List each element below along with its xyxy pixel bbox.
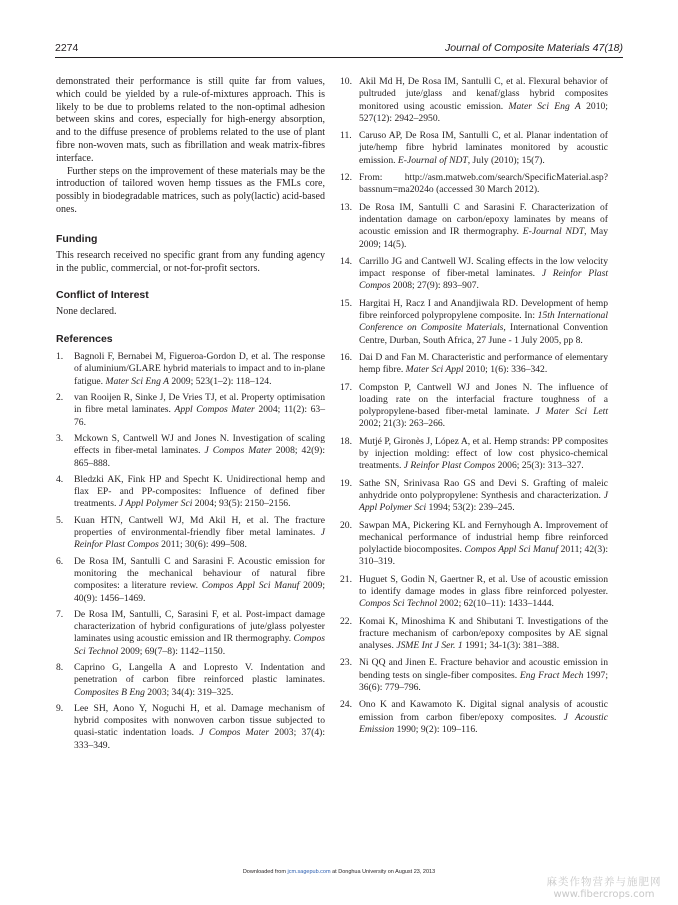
- watermark: [542, 874, 666, 900]
- reference-item: [56, 609, 325, 658]
- conflict-text: None declared.: [56, 306, 117, 318]
- page-number: 2274: [55, 42, 79, 54]
- reference-text: Caprino G, Langella A and Lopresto V. Indentation and penetration of carbon fibre reinforced plastic laminates.: [74, 661, 325, 686]
- reference-journal: JSME Int J Ser. 1: [396, 640, 463, 652]
- reference-text: Hargitai H, Racz I and Anandjiwala RD. Development of hemp fibre reinforced polypropylene composite. In:: [359, 297, 608, 322]
- watermark-line1: 麻类作物营养与施肥网: [546, 876, 662, 888]
- reference-details: 1997; 36(6): 779–796.: [359, 669, 608, 694]
- journal-title: Journal of Composite Materials 47(18): [445, 42, 623, 54]
- reference-journal: Compos Appl Sci Manuf: [464, 544, 559, 556]
- reference-number: 2.: [56, 392, 64, 404]
- reference-number: 19.: [340, 477, 352, 489]
- reference-details: 2009; 523(1–2): 118–124.: [171, 375, 272, 387]
- reference-journal: Mater Sci Eng A: [508, 100, 581, 112]
- footer-suffix: at Donghua University on August 23, 2013: [332, 869, 436, 875]
- reference-text: Caruso AP, De Rosa IM, Santulli C, et al. Planar indentation of jute/hemp fibre hybrid laminates monitored by acoustic emission.: [359, 130, 608, 166]
- reference-text: van Rooijen R, Sinke J, De Vries TJ, et al. Property optimisation in fibre metal laminates.: [74, 392, 325, 416]
- right-column: [340, 76, 608, 741]
- reference-item: [56, 474, 325, 511]
- funding-text: This research received no specific grant from any funding agency in the public, commercial, or not-for-profit sectors.: [56, 249, 325, 274]
- reference-item: [56, 703, 325, 752]
- reference-item: [340, 352, 608, 377]
- reference-item: [340, 574, 608, 611]
- conflict-heading: Conflict of Interest: [56, 289, 149, 302]
- reference-text: Mutjé P, Gironès J, López A, et al. Hemp strands: PP composites by injection molding: effect of low cost physico-chemical treatments.: [359, 435, 608, 472]
- reference-number: 18.: [340, 435, 352, 447]
- reference-details: 2008; 42(9): 865–888.: [74, 445, 325, 469]
- running-header: [55, 41, 623, 58]
- reference-details: 1990; 9(2): 109–116.: [396, 723, 478, 735]
- reference-details: , July (2010); 15(7).: [467, 154, 545, 166]
- reference-number: 17.: [340, 381, 352, 393]
- reference-journal: J Appl Polymer Sci: [359, 489, 608, 514]
- reference-details: 1994; 53(2): 239–245.: [428, 502, 515, 514]
- footer-link[interactable]: jcm.sagepub.com: [287, 869, 331, 875]
- reference-journal: J Reinfor Plast Compos: [403, 460, 496, 472]
- reference-number: 15.: [340, 297, 352, 309]
- reference-details: 2002; 62(10–11): 1433–1444.: [439, 598, 554, 610]
- reference-number: 11.: [340, 130, 352, 142]
- reference-text: Sawpan MA, Pickering KL and Fernyhough A. Improvement of mechanical performance of industrial hemp fibre reinforced polylactide biocomposites.: [359, 519, 608, 556]
- reference-list-right: [340, 76, 608, 736]
- reference-number: 23.: [340, 657, 352, 669]
- reference-number: 1.: [56, 351, 64, 363]
- references-heading: References: [56, 333, 113, 346]
- reference-number: 10.: [340, 76, 352, 87]
- reference-list-left: [56, 351, 325, 752]
- reference-number: 21.: [340, 573, 352, 585]
- reference-item: [340, 298, 608, 347]
- reference-journal: J Compos Mater: [199, 727, 270, 739]
- reference-journal: E-Journal of NDT: [397, 154, 468, 166]
- reference-details: 2011; 30(6): 499–508.: [161, 539, 247, 551]
- reference-number: 5.: [56, 514, 64, 526]
- reference-details: 1991; 34-1(3): 381–388.: [465, 640, 560, 652]
- reference-text: Bagnoli F, Bernabei M, Figueroa-Gordon D, et al. The response of aluminium/GLARE hybrid materials to impact and to in-plane fatigue.: [74, 351, 325, 387]
- reference-number: 14.: [340, 255, 352, 267]
- reference-details: 2010; 527(12): 2942–2950.: [359, 100, 608, 124]
- reference-details: 2009; 69(7–8): 1142–1150.: [120, 645, 226, 657]
- watermark-line2: www.fibercrops.com: [553, 889, 655, 900]
- reference-journal: Mater Sci Eng A: [105, 375, 169, 387]
- reference-number: 20.: [340, 519, 352, 531]
- reference-item: [340, 256, 608, 293]
- reference-details: 2003; 34(4): 319–325.: [147, 686, 234, 698]
- body-paragraph: demonstrated their performance is still quite far from values, which could be yielded by a rule-of-mixtures approach. This is likely to be due to problems related to the non-optimal adhesion between skins and cores, especially for high-energy absorption, and to the diffuse presence of problems related to the use of plant fibre non-woven mats, such as fibrillation and weak matrix-fibres interface.: [56, 76, 325, 164]
- reference-journal: 15th International Conference on Composite Materials: [359, 310, 609, 334]
- reference-journal: Eng Fract Mech: [519, 669, 584, 681]
- reference-number: 22.: [340, 615, 352, 627]
- reference-journal: Compos Sci Technol: [74, 633, 325, 657]
- reference-item: [340, 436, 608, 473]
- reference-number: 3.: [56, 432, 64, 444]
- reference-number: 13.: [340, 201, 352, 213]
- footer-prefix: Downloaded from: [242, 869, 286, 875]
- reference-details: , May 2009; 14(5).: [359, 226, 608, 250]
- reference-text: De Rosa IM, Santulli C and Sarasini F. Acoustic emission for monitoring the mechanical behaviour of natural fibre composites: a literature review.: [74, 555, 325, 592]
- reference-text: Carrillo JG and Cantwell WJ. Scaling effects in the low velocity impact response of fiber-metal laminates.: [359, 255, 608, 280]
- reference-item: [56, 662, 325, 699]
- reference-text: Ono K and Kawamoto K. Digital signal analysis of acoustic emission from carbon fiber/epoxy composites.: [359, 699, 608, 723]
- reference-number: 7.: [56, 608, 64, 620]
- reference-text: Akil Md H, De Rosa IM, Santulli C, et al. Flexural behavior of pultruded jute/glass and kenaf/glass hybrid composites monitored using acoustic emission.: [359, 76, 608, 112]
- reference-number: 8.: [56, 661, 64, 673]
- reference-item: [56, 515, 325, 552]
- reference-number: 6.: [56, 555, 64, 567]
- reference-details: , International Convention Centre, Durban, South Africa, 27 June - 1 July 2005, pp 8.: [359, 322, 608, 346]
- reference-item: [340, 130, 608, 167]
- reference-details: 2004; 11(2): 63–76.: [74, 404, 325, 428]
- reference-item: [340, 478, 608, 515]
- reference-journal: Appl Compos Mater: [174, 404, 255, 416]
- reference-item: [340, 657, 608, 694]
- reference-item: [56, 433, 325, 470]
- reference-number: 9.: [56, 702, 64, 714]
- reference-number: 16.: [340, 351, 352, 363]
- reference-item: [340, 172, 608, 197]
- body-paragraph: Further steps on the improvement of these materials may be the introduction of tailored woven hemp tissues as the FMLs core, possibly in biodegradable matrices, such as poly(lactic) acid-based ones.: [56, 165, 325, 215]
- reference-text: De Rosa IM, Santulli, C, Sarasini F, et al. Post-impact damage characterization of hybrid configurations of jute/glass polyester laminates using acoustic emission and IR thermography.: [74, 608, 325, 645]
- reference-journal: J Acoustic Emission: [359, 711, 608, 735]
- reference-details: 2006; 25(3): 313–327.: [497, 460, 584, 472]
- reference-details: 2008; 27(9): 893–907.: [392, 280, 479, 292]
- reference-text: Bledzki AK, Fink HP and Specht K. Unidirectional hemp and flax EP- and PP-composites: Influence of defined fiber treatments.: [74, 473, 325, 510]
- reference-details: 2004; 93(5): 2150–2156.: [194, 498, 291, 510]
- reference-journal: J Compos Mater: [204, 445, 272, 457]
- reference-details: 2011; 42(3): 310–319.: [359, 544, 608, 568]
- reference-journal: J Reinfor Plast Compos: [359, 268, 608, 292]
- funding-heading: Funding: [56, 232, 98, 245]
- reference-item: [340, 520, 608, 569]
- reference-item: [340, 382, 608, 431]
- reference-text: From: http://asm.matweb.com/search/SpecificMaterial.asp?bassnum=ma2024o (accessed 30 March 2012).: [359, 172, 608, 196]
- reference-details: 2009; 40(9): 1456–1469.: [74, 580, 325, 604]
- reference-item: [340, 202, 608, 251]
- left-column: [56, 76, 325, 756]
- reference-item: [340, 699, 608, 736]
- reference-number: 24.: [340, 699, 352, 711]
- reference-text: Kuan HTN, Cantwell WJ, Md Akil H, et al. The fracture properties of environmental-friendly fiber metal laminates.: [74, 514, 325, 539]
- reference-details: 2010; 1(6): 336–342.: [465, 364, 548, 376]
- reference-text: Sathe SN, Srinivasa Rao GS and Devi S. Grafting of maleic anhydride onto polypropylene: Synthesis and characterization.: [359, 477, 608, 501]
- reference-text: Compston P, Cantwell WJ and Jones N. The influence of loading rate on the interfacial fracture toughness of a polypropylene-based fiber-metal laminate.: [359, 381, 608, 418]
- reference-item: [340, 616, 608, 653]
- reference-text: Ni QQ and Jinen E. Fracture behavior and acoustic emission in bending tests on single-fiber composites.: [359, 657, 608, 681]
- reference-details: 2003; 37(4): 333–349.: [74, 727, 325, 751]
- reference-journal: E-Journal NDT: [522, 226, 585, 238]
- reference-number: 12.: [340, 172, 352, 184]
- reference-item: [56, 392, 325, 429]
- reference-item: [56, 556, 325, 605]
- reference-journal: Compos Appl Sci Manuf: [201, 580, 300, 592]
- reference-journal: Compos Sci Technol: [359, 598, 437, 610]
- reference-item: [340, 76, 608, 125]
- reference-journal: J Mater Sci Lett: [535, 406, 608, 418]
- reference-journal: Mater Sci Appl: [405, 364, 464, 376]
- reference-text: Lee SH, Aono Y, Noguchi H, et al. Damage mechanism of hybrid composites with nonwoven carbon tissue subjected to quasi-static indentation loads.: [74, 702, 325, 739]
- reference-details: 2002; 21(3): 263–266.: [359, 418, 446, 430]
- reference-text: Mckown S, Cantwell WJ and Jones N. Investigation of scaling effects in fiber-metal laminates.: [74, 432, 325, 457]
- reference-journal: J Appl Polymer Sci: [118, 498, 193, 510]
- reference-text: Huguet S, Godin N, Gaertner R, et al. Use of acoustic emission to identify damage modes in glass fibre reinforced polyester.: [359, 573, 608, 597]
- reference-item: [56, 351, 325, 388]
- reference-text: De Rosa IM, Santulli C and Sarasini F. Characterization of indentation damage on carbon/epoxy laminates by means of acoustic emission and IR thermography.: [359, 201, 608, 238]
- reference-journal: J Reinfor Plast Compos: [74, 527, 325, 551]
- reference-number: 4.: [56, 473, 64, 485]
- reference-text: Dai D and Fan M. Characteristic and performance of elementary hemp fibre.: [359, 351, 608, 376]
- reference-journal: Composites B Eng: [74, 686, 145, 698]
- reference-text: Komai K, Minoshima K and Shibutani T. Investigations of the fracture mechanism of carbon/epoxy composites by AE signal analyses.: [359, 615, 608, 652]
